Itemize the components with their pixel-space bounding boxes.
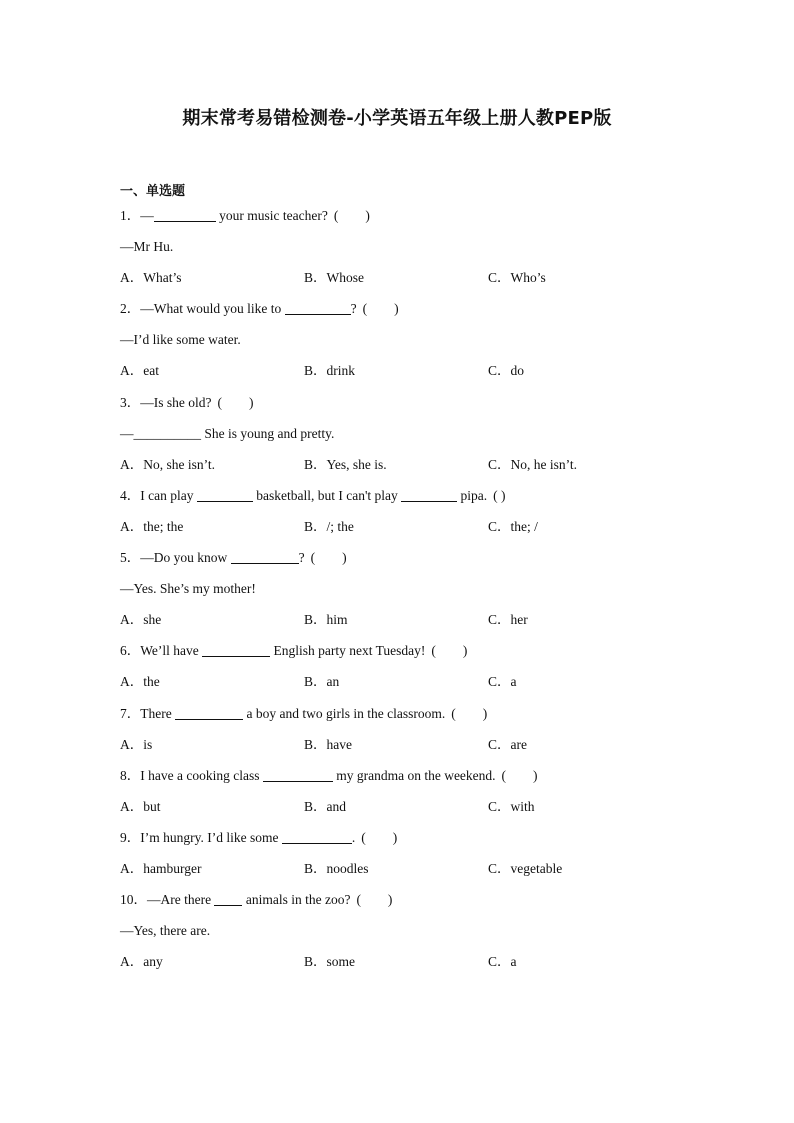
option-a[interactable]: A．she — [120, 612, 162, 628]
question-number: 7． — [120, 705, 141, 721]
question-number: 8． — [120, 767, 141, 783]
answer-blank[interactable] — [197, 487, 253, 502]
question-number: 2． — [120, 301, 141, 317]
answer-parenthesis: ( ) — [431, 643, 468, 659]
option-row — [120, 266, 720, 297]
option-c[interactable]: C．a — [488, 674, 517, 690]
option-row — [120, 608, 720, 639]
option-b[interactable]: B．some — [304, 954, 356, 970]
answer-blank[interactable] — [202, 642, 270, 657]
question-text: pipa. — [457, 487, 488, 503]
answer-blank[interactable] — [175, 705, 243, 720]
option-row — [120, 733, 720, 764]
question-stem — [120, 204, 720, 235]
option-c[interactable]: C．the; / — [488, 518, 538, 534]
question-stem — [120, 702, 720, 733]
question-stem — [120, 888, 720, 919]
question-text: animals in the zoo? — [242, 892, 351, 908]
question-list — [120, 204, 720, 981]
question-text: I can play — [140, 487, 197, 503]
option-c[interactable]: C．do — [488, 363, 525, 379]
option-a[interactable]: A．eat — [120, 363, 159, 379]
question-number: 5． — [120, 550, 141, 566]
dialogue-reply: —Yes. She’s my mother! — [120, 581, 256, 597]
question-text: —Do you know — [140, 550, 231, 566]
option-c[interactable]: C．are — [488, 736, 527, 752]
answer-parenthesis: ( ) — [333, 208, 370, 223]
question-number: 6． — [120, 643, 141, 659]
answer-blank[interactable] — [282, 829, 352, 844]
question-text: my grandma on the weekend. — [332, 767, 496, 783]
question-text: . — [351, 829, 356, 845]
question-stem — [120, 764, 720, 795]
question-text: —Are there — [147, 892, 215, 908]
option-c[interactable]: C．No, he isn’t. — [488, 456, 578, 472]
option-a[interactable]: A．is — [120, 736, 153, 752]
option-b[interactable]: B．an — [304, 674, 340, 690]
question-number: 1． — [120, 208, 141, 223]
question-text: I have a cooking class — [140, 767, 263, 783]
option-b[interactable]: B．and — [304, 798, 346, 814]
question-number: 4． — [120, 487, 141, 503]
option-c[interactable]: C．vegetable — [488, 860, 563, 876]
option-b[interactable]: B．Yes, she is. — [304, 456, 387, 472]
answer-parenthesis: ( ) — [217, 394, 254, 410]
option-a[interactable]: A．hamburger — [120, 860, 202, 876]
question-stem — [120, 297, 720, 328]
option-a[interactable]: A．What’s — [120, 270, 182, 286]
option-b[interactable]: B．him — [304, 612, 348, 628]
answer-blank[interactable] — [285, 300, 351, 315]
answer-parenthesis: ( ) — [493, 487, 506, 503]
question-text: — — [140, 208, 154, 223]
answer-blank[interactable] — [154, 207, 216, 222]
option-row — [120, 795, 720, 826]
question-stem — [120, 391, 720, 422]
option-a[interactable]: A．but — [120, 798, 161, 814]
question-stem — [120, 826, 720, 857]
answer-parenthesis: ( ) — [501, 767, 538, 783]
option-row — [120, 950, 720, 981]
option-row — [120, 453, 720, 484]
answer-blank[interactable] — [231, 549, 299, 564]
question-number: 9． — [120, 829, 141, 845]
option-row — [120, 670, 720, 701]
dialogue-reply: —Mr Hu. — [120, 239, 174, 255]
question-text: ? — [298, 550, 305, 566]
option-b[interactable]: B．Whose — [304, 270, 364, 286]
question-text: I’m hungry. I’d like some — [140, 829, 282, 845]
question-stem — [120, 484, 720, 515]
option-c[interactable]: C．Who’s — [488, 270, 546, 286]
answer-parenthesis: ( ) — [451, 705, 488, 721]
question-text: —Is she old? — [140, 394, 212, 410]
document-title: 期末常考易错检测卷-小学英语五年级上册人教PEP版 — [182, 108, 612, 129]
option-row — [120, 857, 720, 888]
option-c[interactable]: C．her — [488, 612, 528, 628]
question-text: There — [140, 705, 176, 721]
option-row — [120, 359, 720, 390]
question-text: ? — [350, 301, 357, 317]
answer-blank[interactable] — [401, 487, 457, 502]
answer-parenthesis: ( ) — [362, 301, 399, 317]
dialogue-reply: —Yes, there are. — [120, 923, 211, 939]
dialogue-reply: —I’d like some water. — [120, 332, 241, 348]
option-a[interactable]: A．the — [120, 674, 160, 690]
answer-blank[interactable] — [214, 891, 242, 906]
answer-parenthesis: ( ) — [361, 829, 398, 845]
answer-parenthesis: ( ) — [310, 550, 347, 566]
question-text: basketball, but I can't play — [252, 487, 402, 503]
question-text: We’ll have — [140, 643, 203, 659]
option-c[interactable]: C．a — [488, 954, 517, 970]
question-stem — [120, 639, 720, 670]
question-text: —What would you like to — [140, 301, 285, 317]
answer-parenthesis: ( ) — [356, 892, 393, 908]
option-b[interactable]: B．/; the — [304, 518, 354, 534]
option-b[interactable]: B．drink — [304, 363, 356, 379]
option-a[interactable]: A．No, she isn’t. — [120, 456, 216, 472]
option-b[interactable]: B．have — [304, 736, 352, 752]
option-b[interactable]: B．noodles — [304, 860, 369, 876]
question-text: your music teacher? — [215, 208, 328, 223]
section-heading: 一、单选题 — [120, 184, 186, 199]
question-number: 10． — [120, 892, 147, 908]
option-row — [120, 515, 720, 546]
question-number: 3． — [120, 394, 141, 410]
option-a[interactable]: A．the; the — [120, 518, 184, 534]
question-stem — [120, 546, 720, 577]
option-c[interactable]: C．with — [488, 798, 535, 814]
option-a[interactable]: A．any — [120, 954, 163, 970]
answer-blank[interactable] — [263, 767, 333, 782]
question-text: a boy and two girls in the classroom. — [243, 705, 446, 721]
dialogue-reply: —__________ She is young and pretty. — [120, 425, 335, 441]
question-text: English party next Tuesday! — [270, 643, 426, 659]
